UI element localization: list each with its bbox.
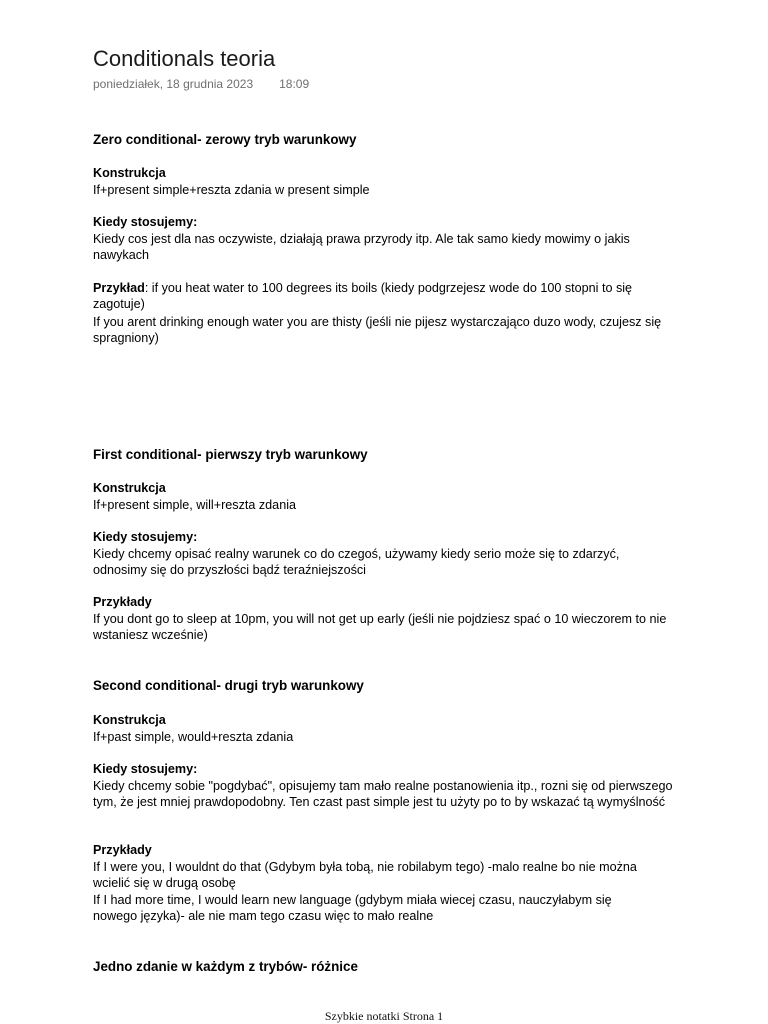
zero-example-2: If you arent drinking enough water you are thisty (jeśli nie pijesz wystarczająco duzo wody, czujesz się spragniony) [93, 315, 662, 346]
first-example-1: If you dont go to sleep at 10pm, you will not get up early (jeśli nie pojdziesz spać o 10 wieczorem to nie wstaniesz wcześnie) [93, 612, 667, 643]
second-construction-text: If+past simple, would+reszta zdania [93, 730, 294, 744]
zero-example-1 [93, 280, 658, 313]
second-example-2: If I had more time, I would learn new language (gdybym miała wiecej czasu, nauczyłabym się nowego języka)- ale nie mam tego czasu więc to mało realne [93, 893, 612, 924]
first-construction-label: Konstrukcja [93, 481, 166, 495]
second-when-text: Kiedy chcemy sobie "pogdybać", opisujemy tam mało realne postanowienia itp., rozni się od pierwszego tym, że jest mniej prawdopodobny. Ten czast past simple jest tu użyty po to by wskazać tą wymyślność [93, 779, 673, 810]
first-when-text: Kiedy chcemy opisać realny warunek co do czegoś, używamy kiedy serio może się to zdarzyć, odnosimy się do przyszłości bądź teraźniejszości [93, 547, 620, 578]
note-title: Conditionals teoria [93, 46, 276, 71]
note-time: 18:09 [279, 77, 310, 91]
first-examples-label: Przykłady [93, 595, 152, 609]
second-when-label: Kiedy stosujemy: [93, 762, 198, 776]
first-when-label: Kiedy stosujemy: [93, 530, 198, 544]
zero-when-label: Kiedy stosujemy: [93, 215, 198, 229]
zero-construction-label: Konstrukcja [93, 166, 166, 180]
first-conditional-heading: First conditional- pierwszy tryb warunkowy [93, 447, 368, 462]
zero-construction-text: If+present simple+reszta zdania w present simple [93, 183, 370, 197]
second-example-1: If I were you, I wouldnt do that (Gdybym była tobą, nie robilabym tego) -malo realne bo nie można wcielić się w drugą osobę [93, 860, 637, 891]
zero-when-text: Kiedy cos jest dla nas oczywiste, działają prawa przyrody itp. Ale tak samo kiedy mowimy o jakis nawykach [93, 232, 630, 263]
second-conditional-heading: Second conditional- drugi tryb warunkowy [93, 678, 364, 693]
second-examples-label: Przykłady [93, 843, 152, 857]
page-footer: Szybkie notatki Strona 1 [324, 1009, 444, 1023]
first-construction-text: If+present simple, will+reszta zdania [93, 498, 296, 512]
zero-example-label: Przykład [93, 281, 145, 295]
second-construction-label: Konstrukcja [93, 713, 166, 727]
differences-heading: Jedno zdanie w każdym z trybów- różnice [93, 959, 358, 974]
zero-conditional-heading: Zero conditional- zerowy tryb warunkowy [93, 132, 357, 147]
note-timestamp [93, 77, 309, 91]
zero-example-1-text: : if you heat water to 100 degrees its boils (kiedy podgrzejesz wode do 100 stopni to się zagotuje) [93, 281, 633, 312]
note-date: poniedziałek, 18 grudnia 2023 [93, 77, 254, 91]
